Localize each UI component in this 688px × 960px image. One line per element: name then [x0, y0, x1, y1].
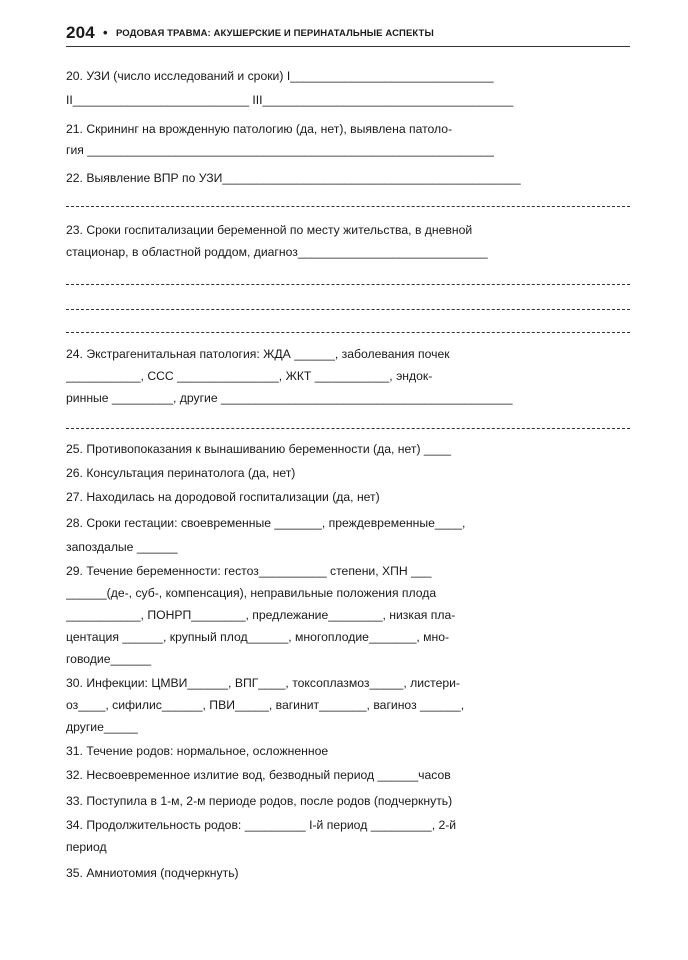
- item-29-line-3: ___________, ПОНРП________, предлежание________, низкая пла-: [66, 608, 456, 622]
- item-30-line-2: оз____, сифилис______, ПВИ_____, вагинит_______, вагиноз ______,: [66, 698, 465, 712]
- item-20-line-1: 20. УЗИ (число исследований и сроки) I______________________________: [66, 69, 494, 83]
- item-29-line-2: ______(де-, суб-, компенсация), неправильные положения плода: [66, 586, 437, 600]
- item-27: 27. Находилась на дородовой госпитализации (да, нет): [66, 490, 380, 504]
- item-24-line-3: ринные _________, другие ___________________________________________: [66, 391, 513, 405]
- item-33: 33. Поступила в 1-м, 2-м периоде родов, после родов (подчеркнуть): [66, 794, 453, 808]
- item-30-line-3: другие_____: [66, 720, 138, 734]
- item-23-line-2: стационар, в областной роддом, диагноз____________________________: [66, 245, 488, 259]
- item-26: 26. Консультация перинатолога (да, нет): [66, 466, 296, 480]
- item-31: 31. Течение родов: нормальное, осложненное: [66, 744, 329, 758]
- item-25: 25. Противопоказания к вынашиванию беременности (да, нет) ____: [66, 442, 452, 456]
- item-24-line-1: 24. Экстрагенитальная патология: ЖДА ______, заболевания почек: [66, 347, 450, 361]
- item-32: 32. Несвоевременное излитие вод, безводный период ______часов: [66, 768, 451, 782]
- blank-fill-line: [66, 206, 630, 207]
- item-20-line-2: II__________________________ III_____________________________________: [66, 93, 514, 107]
- item-34-line-1: 34. Продолжительность родов: _________ I-й период _________, 2-й: [66, 818, 457, 832]
- item-29-line-4: центация ______, крупный плод______, многоплодие_______, мно-: [66, 630, 450, 644]
- item-35: 35. Амниотомия (подчеркнуть): [66, 866, 239, 880]
- item-21-line-2: гия ____________________________________________________________: [66, 143, 494, 157]
- item-22-line-1: 22. Выявление ВПР по УЗИ____________________________________________: [66, 171, 521, 185]
- item-29-line-5: говодие______: [66, 652, 152, 666]
- item-28-line-2: запоздалые ______: [66, 540, 178, 554]
- blank-fill-line: [66, 284, 630, 285]
- item-29-line-1: 29. Течение беременности: гестоз__________ степени, ХПН ___: [66, 564, 432, 578]
- header-bullet: •: [103, 25, 108, 40]
- page-number: 204: [66, 23, 95, 42]
- item-28-line-1: 28. Сроки гестации: своевременные _______, преждевременные____,: [66, 516, 466, 530]
- item-34-line-2: период: [66, 840, 107, 854]
- running-title: РОДОВАЯ ТРАВМА: АКУШЕРСКИЕ И ПЕРИНАТАЛЬНЫЕ АСПЕКТЫ: [116, 28, 434, 39]
- blank-fill-line: [66, 332, 630, 333]
- blank-fill-line: [66, 309, 630, 310]
- item-24-line-2: ___________, ССС _______________, ЖКТ ___________, эндок-: [66, 369, 433, 383]
- item-21-line-1: 21. Скрининг на врожденную патологию (да, нет), выявлена патоло-: [66, 122, 453, 136]
- running-header: [66, 22, 630, 47]
- item-30-line-1: 30. Инфекции: ЦМВИ______, ВПГ____, токсоплазмоз_____, листери-: [66, 676, 460, 690]
- item-23-line-1: 23. Сроки госпитализации беременной по месту жительства, в дневной: [66, 223, 473, 237]
- blank-fill-line: [66, 428, 630, 429]
